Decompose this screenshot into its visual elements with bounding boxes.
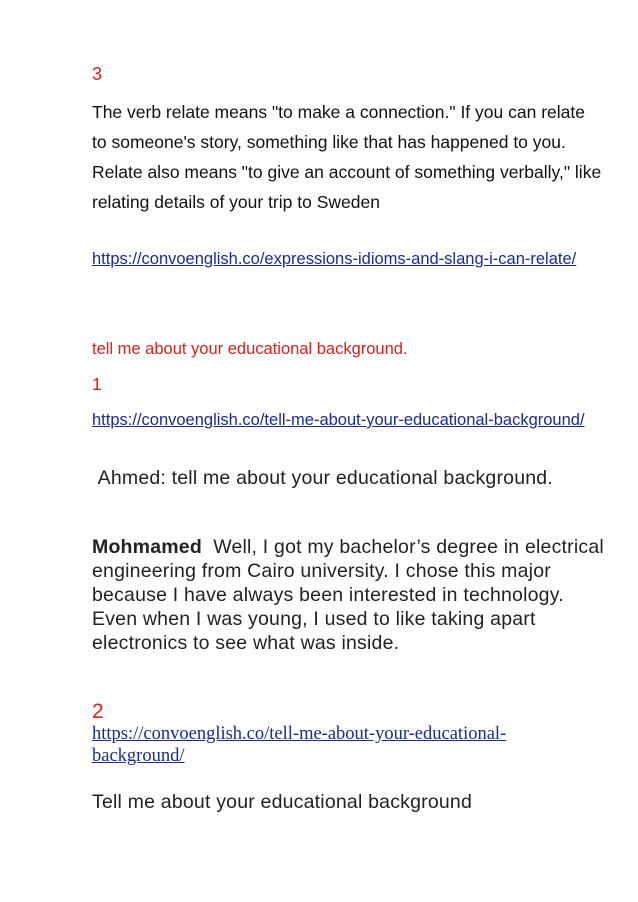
relate-idioms-link[interactable]: https://convoenglish.co/expressions-idioms-and-slang-i-can-relate/ xyxy=(92,250,577,268)
section-number-2: 2 xyxy=(92,700,104,723)
educational-background-heading: tell me about your educational background. xyxy=(92,340,408,358)
section-number-3: 3 xyxy=(92,64,103,84)
relate-definition-paragraph: The verb relate means "to make a connection." If you can relate to someone's story, something like that has happened to you. Relate also means "to give an account of something verbally," like relating details of your trip to Sweden xyxy=(92,102,602,212)
section-number-1: 1 xyxy=(92,374,102,394)
closing-line: Tell me about your educational background xyxy=(92,791,473,813)
ahmed-dialog-line: Ahmed: tell me about your educational background. xyxy=(92,467,553,489)
mohammed-speaker-name: Mohmamed xyxy=(92,536,202,558)
educational-background-link-2[interactable]: https://convoenglish.co/tell-me-about-your-educational-background/ xyxy=(92,724,507,766)
educational-background-link-1[interactable]: https://convoenglish.co/tell-me-about-your-educational-background/ xyxy=(92,411,585,429)
mohammed-dialog-text: Well, I got my bachelor’s degree in electrical engineering from Cairo university. I chose this major because I have always been interested in technology. Even when I was young, I used to like taking apart electronics to see what was inside. xyxy=(92,536,610,654)
mohammed-dialog-paragraph xyxy=(92,535,612,655)
